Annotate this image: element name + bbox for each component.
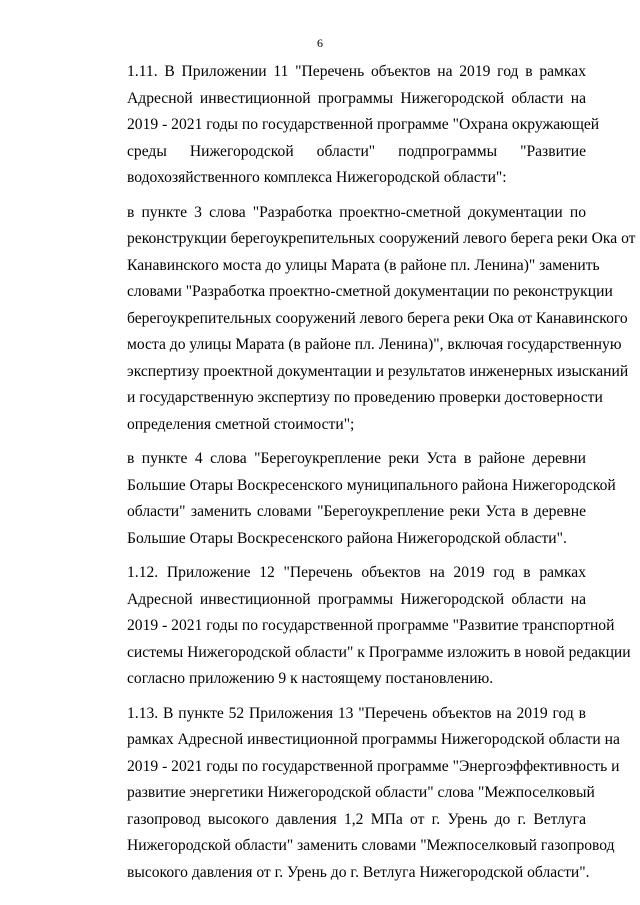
text-line: согласно приложению 9 к настоящему постановлению. — [127, 670, 494, 687]
text-line: 1.13. В пункте 52 Приложения 13 "Перечень объектов на 2019 год в — [127, 704, 586, 722]
text-line: среды Нижегородской области" подпрограммы "Развитие — [127, 142, 586, 160]
text-line: моста до улицы Марата (в районе пл. Ленина)", включая государственную — [127, 336, 622, 353]
paragraph-1-11 — [91, 59, 600, 192]
text-line: Адресной инвестиционной программы Нижегородской области на — [127, 89, 586, 107]
text-line: словами "Разработка проектно-сметной документации по реконструкции — [127, 283, 613, 300]
text-line: Большие Отары Воскресенского муниципального района Нижегородской — [127, 476, 616, 494]
text-line: развитие энергетики Нижегородской области" слова "Межпоселковый — [127, 784, 595, 801]
paragraph-item-4 — [91, 446, 616, 552]
text-line: 2019 - 2021 годы по государственной программе "Развитие транспортной — [127, 617, 615, 634]
text-line: системы Нижегородской области" к Программе изложить в новой редакции — [127, 643, 631, 661]
text-line: в пункте 3 слова "Разработка проектно-сметной документации по — [127, 203, 586, 221]
text-line: реконструкции берегоукрепительных сооружений левого берега реки Ока от — [127, 230, 636, 247]
text-line: 1.12. Приложение 12 "Перечень объектов на 2019 год в рамках — [127, 564, 586, 581]
text-line: определения сметной стоимости"; — [127, 415, 355, 433]
text-line: и государственную экспертизу по проведению проверки достоверности — [127, 389, 603, 406]
text-line: 2019 - 2021 годы по государственной программе "Охрана окружающей — [127, 116, 600, 133]
text-line: Канавинского моста до улицы Марата (в районе пл. Ленина)" заменить — [127, 256, 600, 274]
text-line: 2019 - 2021 годы по государственной программе "Энергоэффективность и — [127, 757, 620, 775]
text-line: Адресной инвестиционной программы Нижегородской области на — [127, 590, 586, 608]
text-line: экспертизу проектной документации и результатов инженерных изысканий — [127, 362, 629, 380]
page-number: 6 — [317, 36, 323, 50]
text-line: области" заменить словами "Берегоукрепление реки Уста в деревне — [127, 503, 586, 520]
text-line: водохозяйственного комплекса Нижегородской области": — [127, 169, 507, 186]
text-line: рамках Адресной инвестиционной программы Нижегородской области на — [127, 731, 620, 748]
paragraph-1-13 — [91, 701, 620, 887]
text-line: берегоукрепительных сооружений левого берега реки Ока от Канавинского — [127, 309, 628, 327]
text-line: газопровод высокого давления 1,2 МПа от г. Урень до г. Ветлуга — [127, 810, 586, 828]
text-line: Нижегородской области" заменить словами "Межпоселковый газопровод — [127, 837, 615, 854]
text-line: в пункте 4 слова "Берегоукрепление реки Уста в районе деревни — [127, 450, 586, 467]
paragraph-1-12 — [91, 560, 631, 693]
document-body — [91, 59, 636, 894]
text-line: высокого давления от г. Урень до г. Ветлуга Нижегородской области". — [127, 863, 590, 881]
text-line: 1.11. В Приложении 11 "Перечень объектов на 2019 год в рамках — [127, 63, 586, 80]
text-line: Большие Отары Воскресенского района Нижегородской области". — [127, 529, 567, 547]
paragraph-item-3 — [91, 200, 636, 439]
